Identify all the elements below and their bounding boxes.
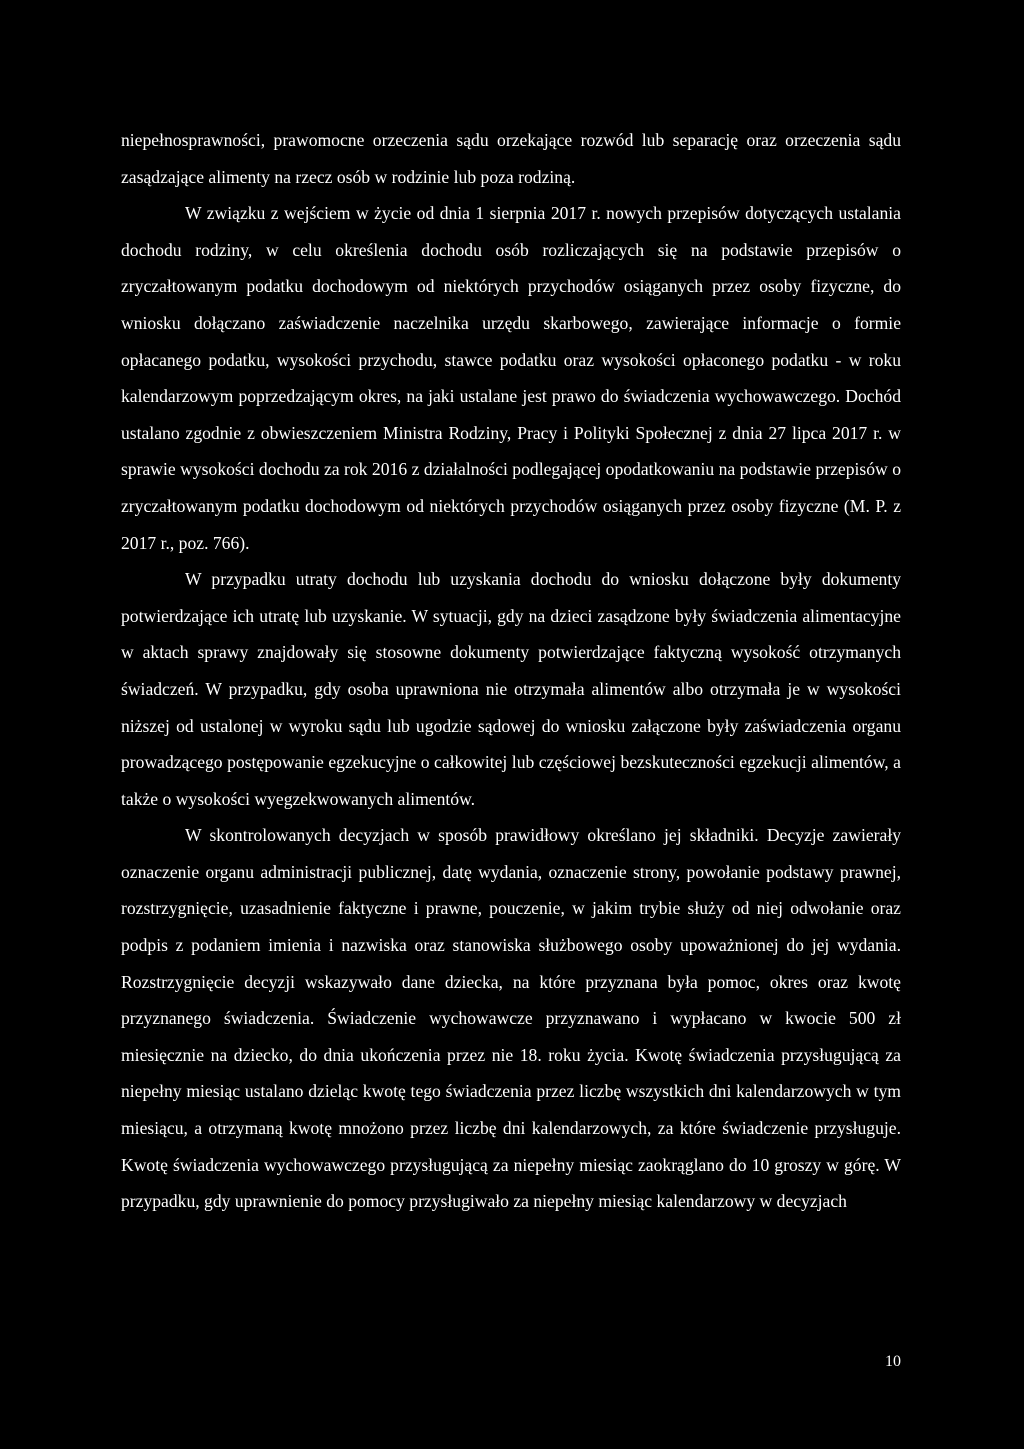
paragraph-income-rules: W związku z wejściem w życie od dnia 1 sierpnia 2017 r. nowych przepisów dotyczących ustalania dochodu rodziny, w celu określenia dochodu osób rozliczających się na podstawie przepisów o zryczałtowanym podatku dochodowym od niektórych przychodów osiąganych przez osoby fizyczne, do wniosku dołączano zaświadczenie naczelnika urzędu skarbowego, zawierające informacje o formie opłacanego podatku, wysokości przychodu, stawce podatku oraz wysokości opłaconego podatku - w roku kalendarzowym poprzedzającym okres, na jaki ustalane jest prawo do świadczenia wychowawczego. Dochód ustalano zgodnie z obwieszczeniem Ministra Rodziny, Pracy i Polityki Społecznej z dnia 27 lipca 2017 r. w sprawie wysokości dochodu za rok 2016 z działalności podlegającej opodatkowaniu na podstawie przepisów o zryczałtowanym podatku dochodowym od niektórych przychodów osiąganych przez osoby fizyczne (M. P. z 2017 r., poz. 766). bbox=[121, 203, 901, 553]
body-text bbox=[121, 122, 901, 1220]
paragraph-continuation: niepełnosprawności, prawomocne orzeczenia sądu orzekające rozwód lub separację oraz orzeczenia sądu zasądzające alimenty na rzecz osób w rodzinie lub poza rodziną. bbox=[121, 130, 901, 187]
paragraph-income-loss: W przypadku utraty dochodu lub uzyskania dochodu do wniosku dołączone były dokumenty potwierdzające ich utratę lub uzyskanie. W sytuacji, gdy na dzieci zasądzone były świadczenia alimentacyjne w aktach sprawy znajdowały się stosowne dokumenty potwierdzające faktyczną wysokość otrzymanych świadczeń. W przypadku, gdy osoba uprawniona nie otrzymała alimentów albo otrzymała je w wysokości niższej od ustalonej w wyroku sądu lub ugodzie sądowej do wniosku załączone były zaświadczenia organu prowadzącego postępowanie egzekucyjne o całkowitej lub częściowej bezskuteczności egzekucji alimentów, a także o wysokości wyegzekwowanych alimentów. bbox=[121, 569, 901, 809]
paragraph-decisions: W skontrolowanych decyzjach w sposób prawidłowy określano jej składniki. Decyzje zawierały oznaczenie organu administracji publicznej, datę wydania, oznaczenie strony, powołanie podstawy prawnej, rozstrzygnięcie, uzasadnienie faktyczne i prawne, pouczenie, w jakim trybie służy od niej odwołanie oraz podpis z podaniem imienia i nazwiska oraz stanowiska służbowego osoby upoważnionej do jej wydania. Rozstrzygnięcie decyzji wskazywało dane dziecka, na które przyznana była pomoc, okres oraz kwotę przyznanego świadczenia. Świadczenie wychowawcze przyznawano i wypłacano w kwocie 500 zł miesięcznie na dziecko, do dnia ukończenia przez nie 18. roku życia. Kwotę świadczenia przysługującą za niepełny miesiąc ustalano dzieląc kwotę tego świadczenia przez liczbę wszystkich dni kalendarzowych w tym miesiącu, a otrzymaną kwotę mnożono przez liczbę dni kalendarzowych, za które świadczenie przysługuje. Kwotę świadczenia wychowawczego przysługującą za niepełny miesiąc zaokrąglano do 10 groszy w górę. W przypadku, gdy uprawnienie do pomocy przysługiwało za niepełny miesiąc kalendarzowy w decyzjach bbox=[121, 825, 901, 1212]
page-number: 10 bbox=[885, 1353, 901, 1370]
